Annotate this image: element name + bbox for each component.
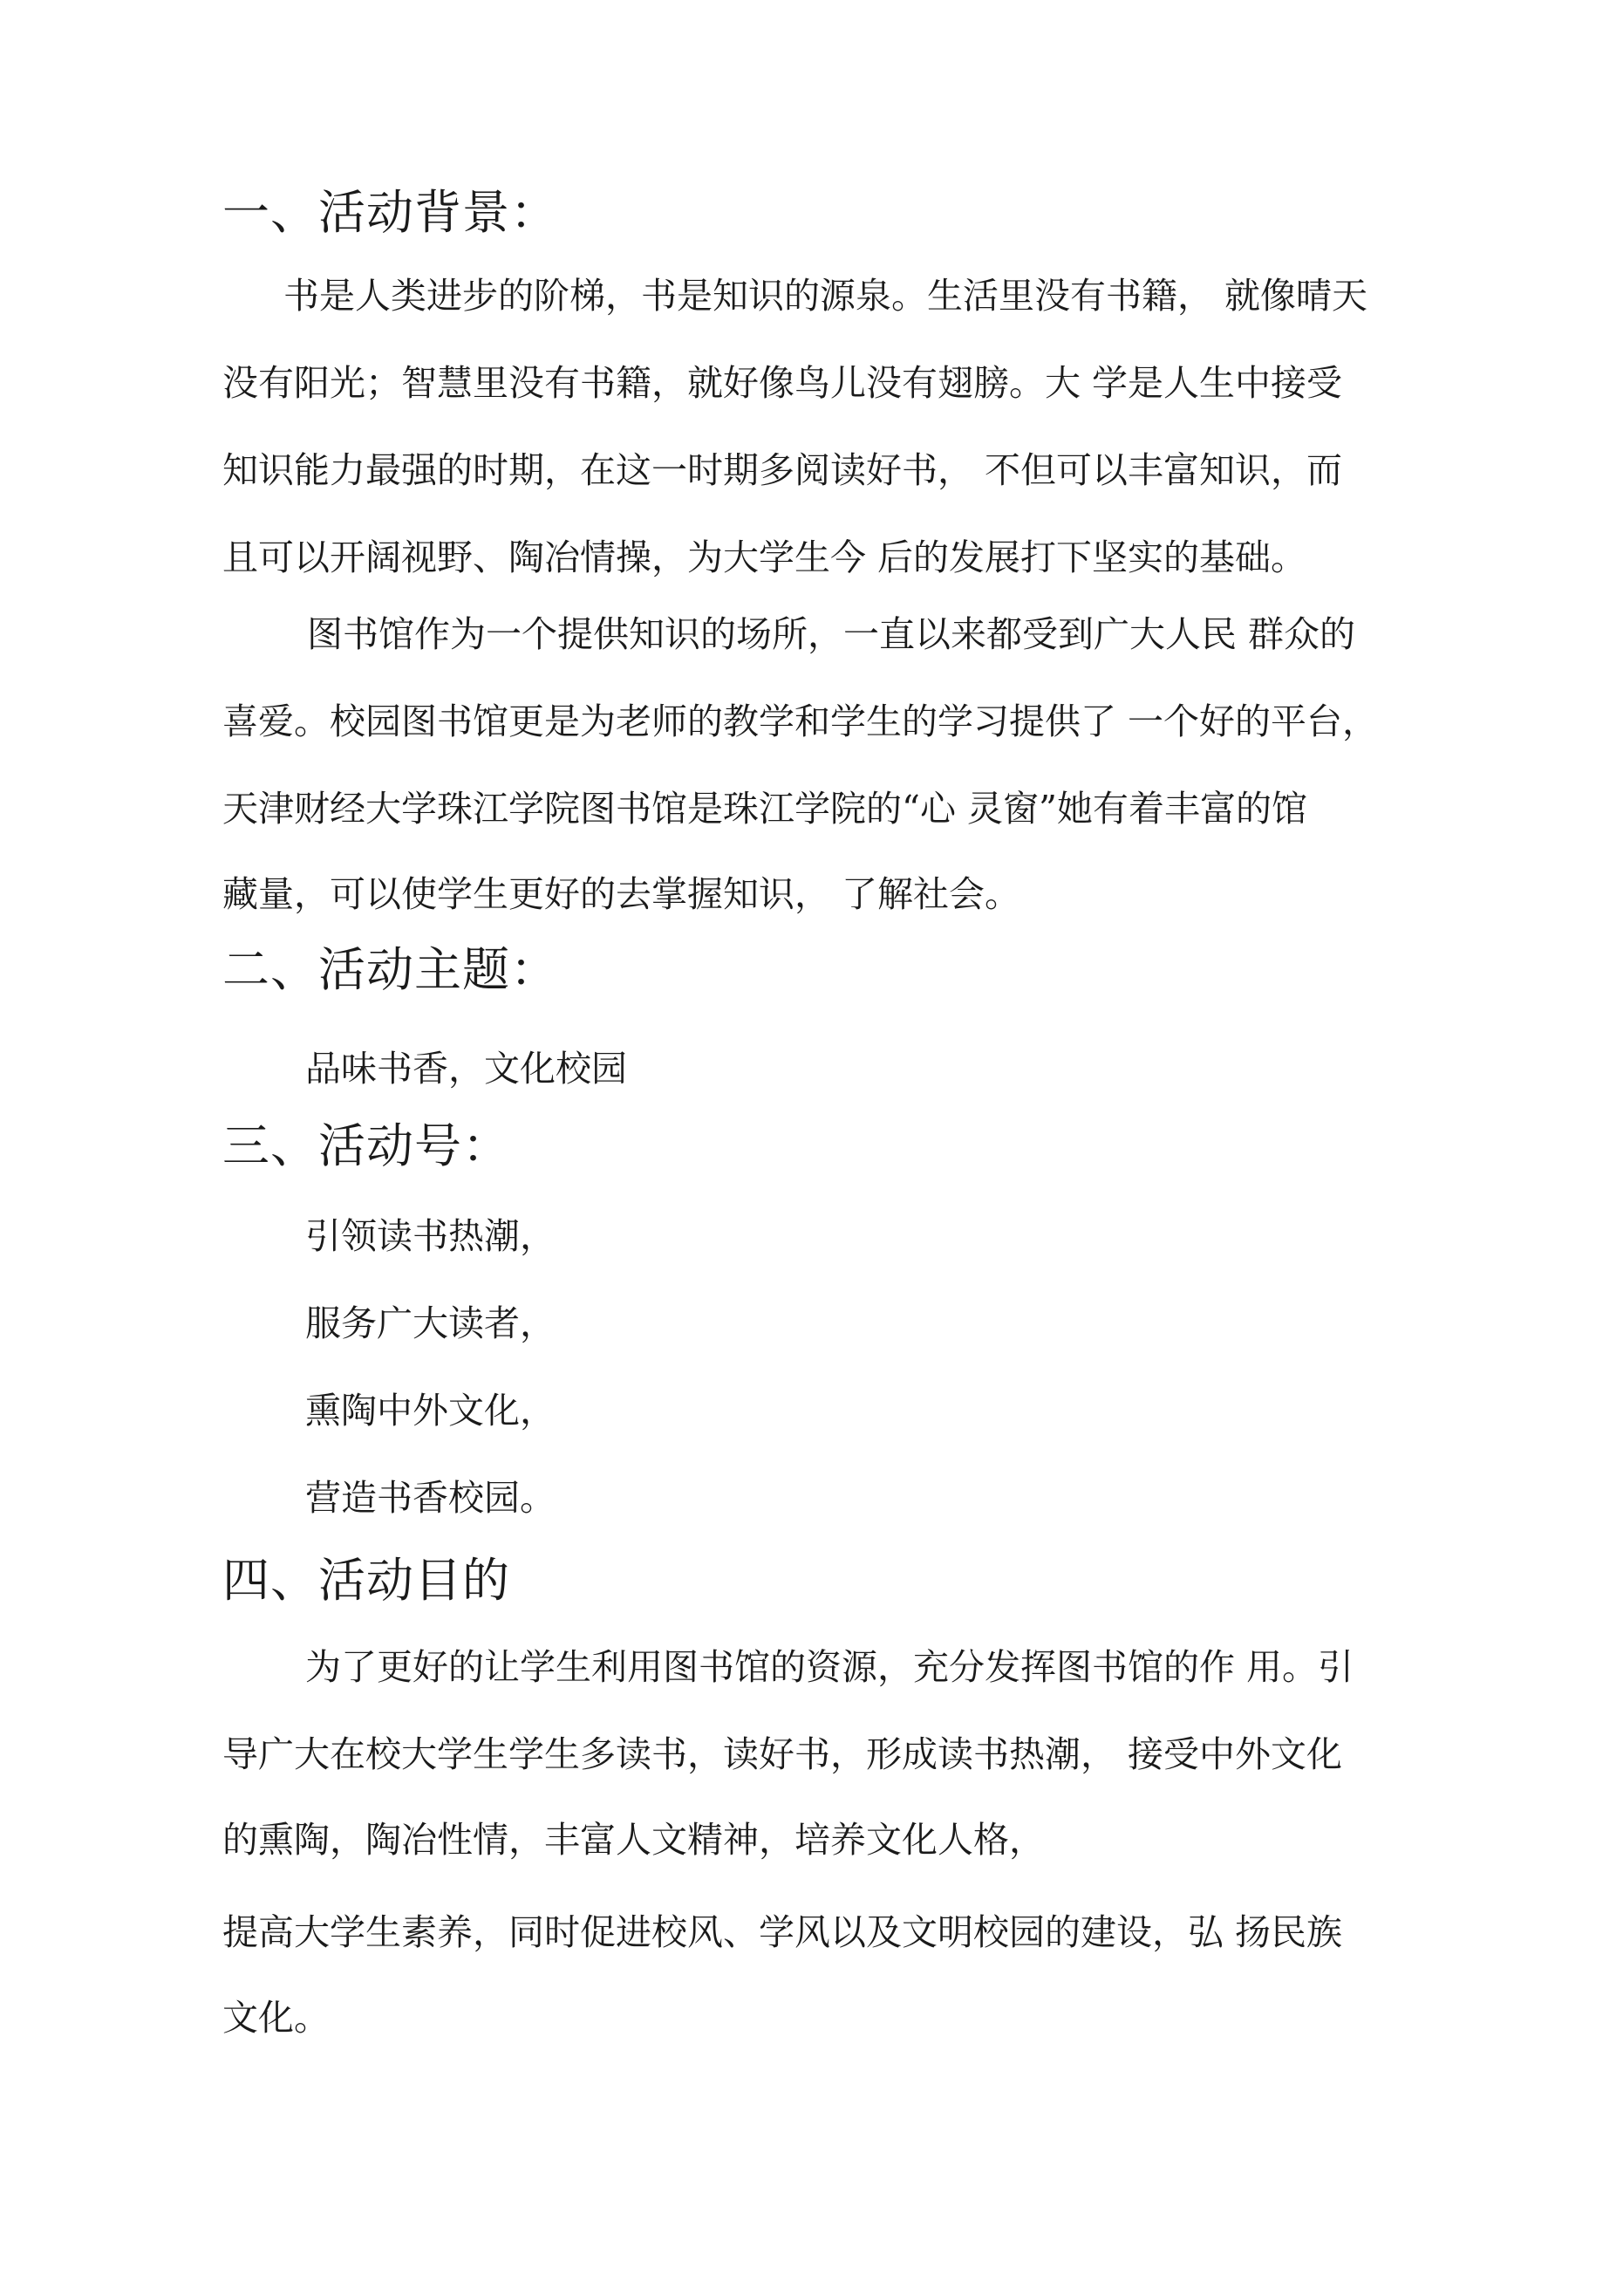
s1-para2-line-2: 喜爱。校园图书馆更是为老师的教学和学生的学习提供了 一个好的平台，	[222, 700, 1379, 742]
s4-para2-line-1: 提高大学生素养，同时促进校风、学风以及文明校园的建设，弘 扬民族	[222, 1911, 1343, 1953]
s4-para1-line-3: 的熏陶，陶冶性情，丰富人文精神，培养文化人格，	[222, 1819, 1045, 1861]
s1-para1-line-4: 且可以开阔视野、陶冶情操，为大学生今 后的发展打下坚实的基础。	[222, 536, 1307, 578]
s1-para1-line-2: 没有阳光；智慧里没有书籍，就好像鸟儿没有翅膀。大 学是人生中接受	[222, 362, 1343, 404]
s4-para2-line-2: 文化。	[222, 1997, 330, 2039]
section-3-heading: 三、活动号：	[222, 1118, 510, 1173]
s1-para2-line-1: 图书馆作为一个提供知识的场所，一直以来都受到广大人民 群众的	[307, 613, 1356, 655]
section-1-heading: 一、活动背景：	[222, 185, 558, 240]
s4-para1-line-1: 为了更好的让学生利用图书馆的资源，充分发挥图书馆的作 用。引	[305, 1646, 1354, 1688]
s4-para1-line-2: 导广大在校大学生学生多读书，读好书，形成读书热潮， 接受中外文化	[222, 1733, 1343, 1775]
section-4-heading: 四、活动目的	[222, 1553, 510, 1608]
s1-para1-line-3: 知识能力最强的时期，在这一时期多阅读好书， 不但可以丰富知识，而	[222, 449, 1343, 491]
s1-para1-line-1: 书是人类进步的阶梯，书是知识的源泉。生活里没有书籍， 就像晴天	[283, 275, 1368, 317]
s3-slogan-4: 营造书香校园。	[305, 1477, 556, 1519]
s1-para2-line-4: 藏量，可以使学生更好的去掌握知识， 了解社会。	[222, 873, 1021, 915]
section-2-heading: 二、活动主题：	[222, 942, 558, 997]
s3-slogan-3: 熏陶中外文化，	[305, 1390, 556, 1432]
s3-slogan-1: 引领读书热潮，	[305, 1215, 556, 1257]
s1-para2-line-3: 天津财经大学珠江学院图书馆是珠江学院的“心 灵窗”她有着丰富的馆	[222, 788, 1307, 830]
s3-slogan-2: 服务广大读者，	[305, 1302, 556, 1344]
s2-theme: 品味书香，文化校园	[305, 1048, 627, 1090]
